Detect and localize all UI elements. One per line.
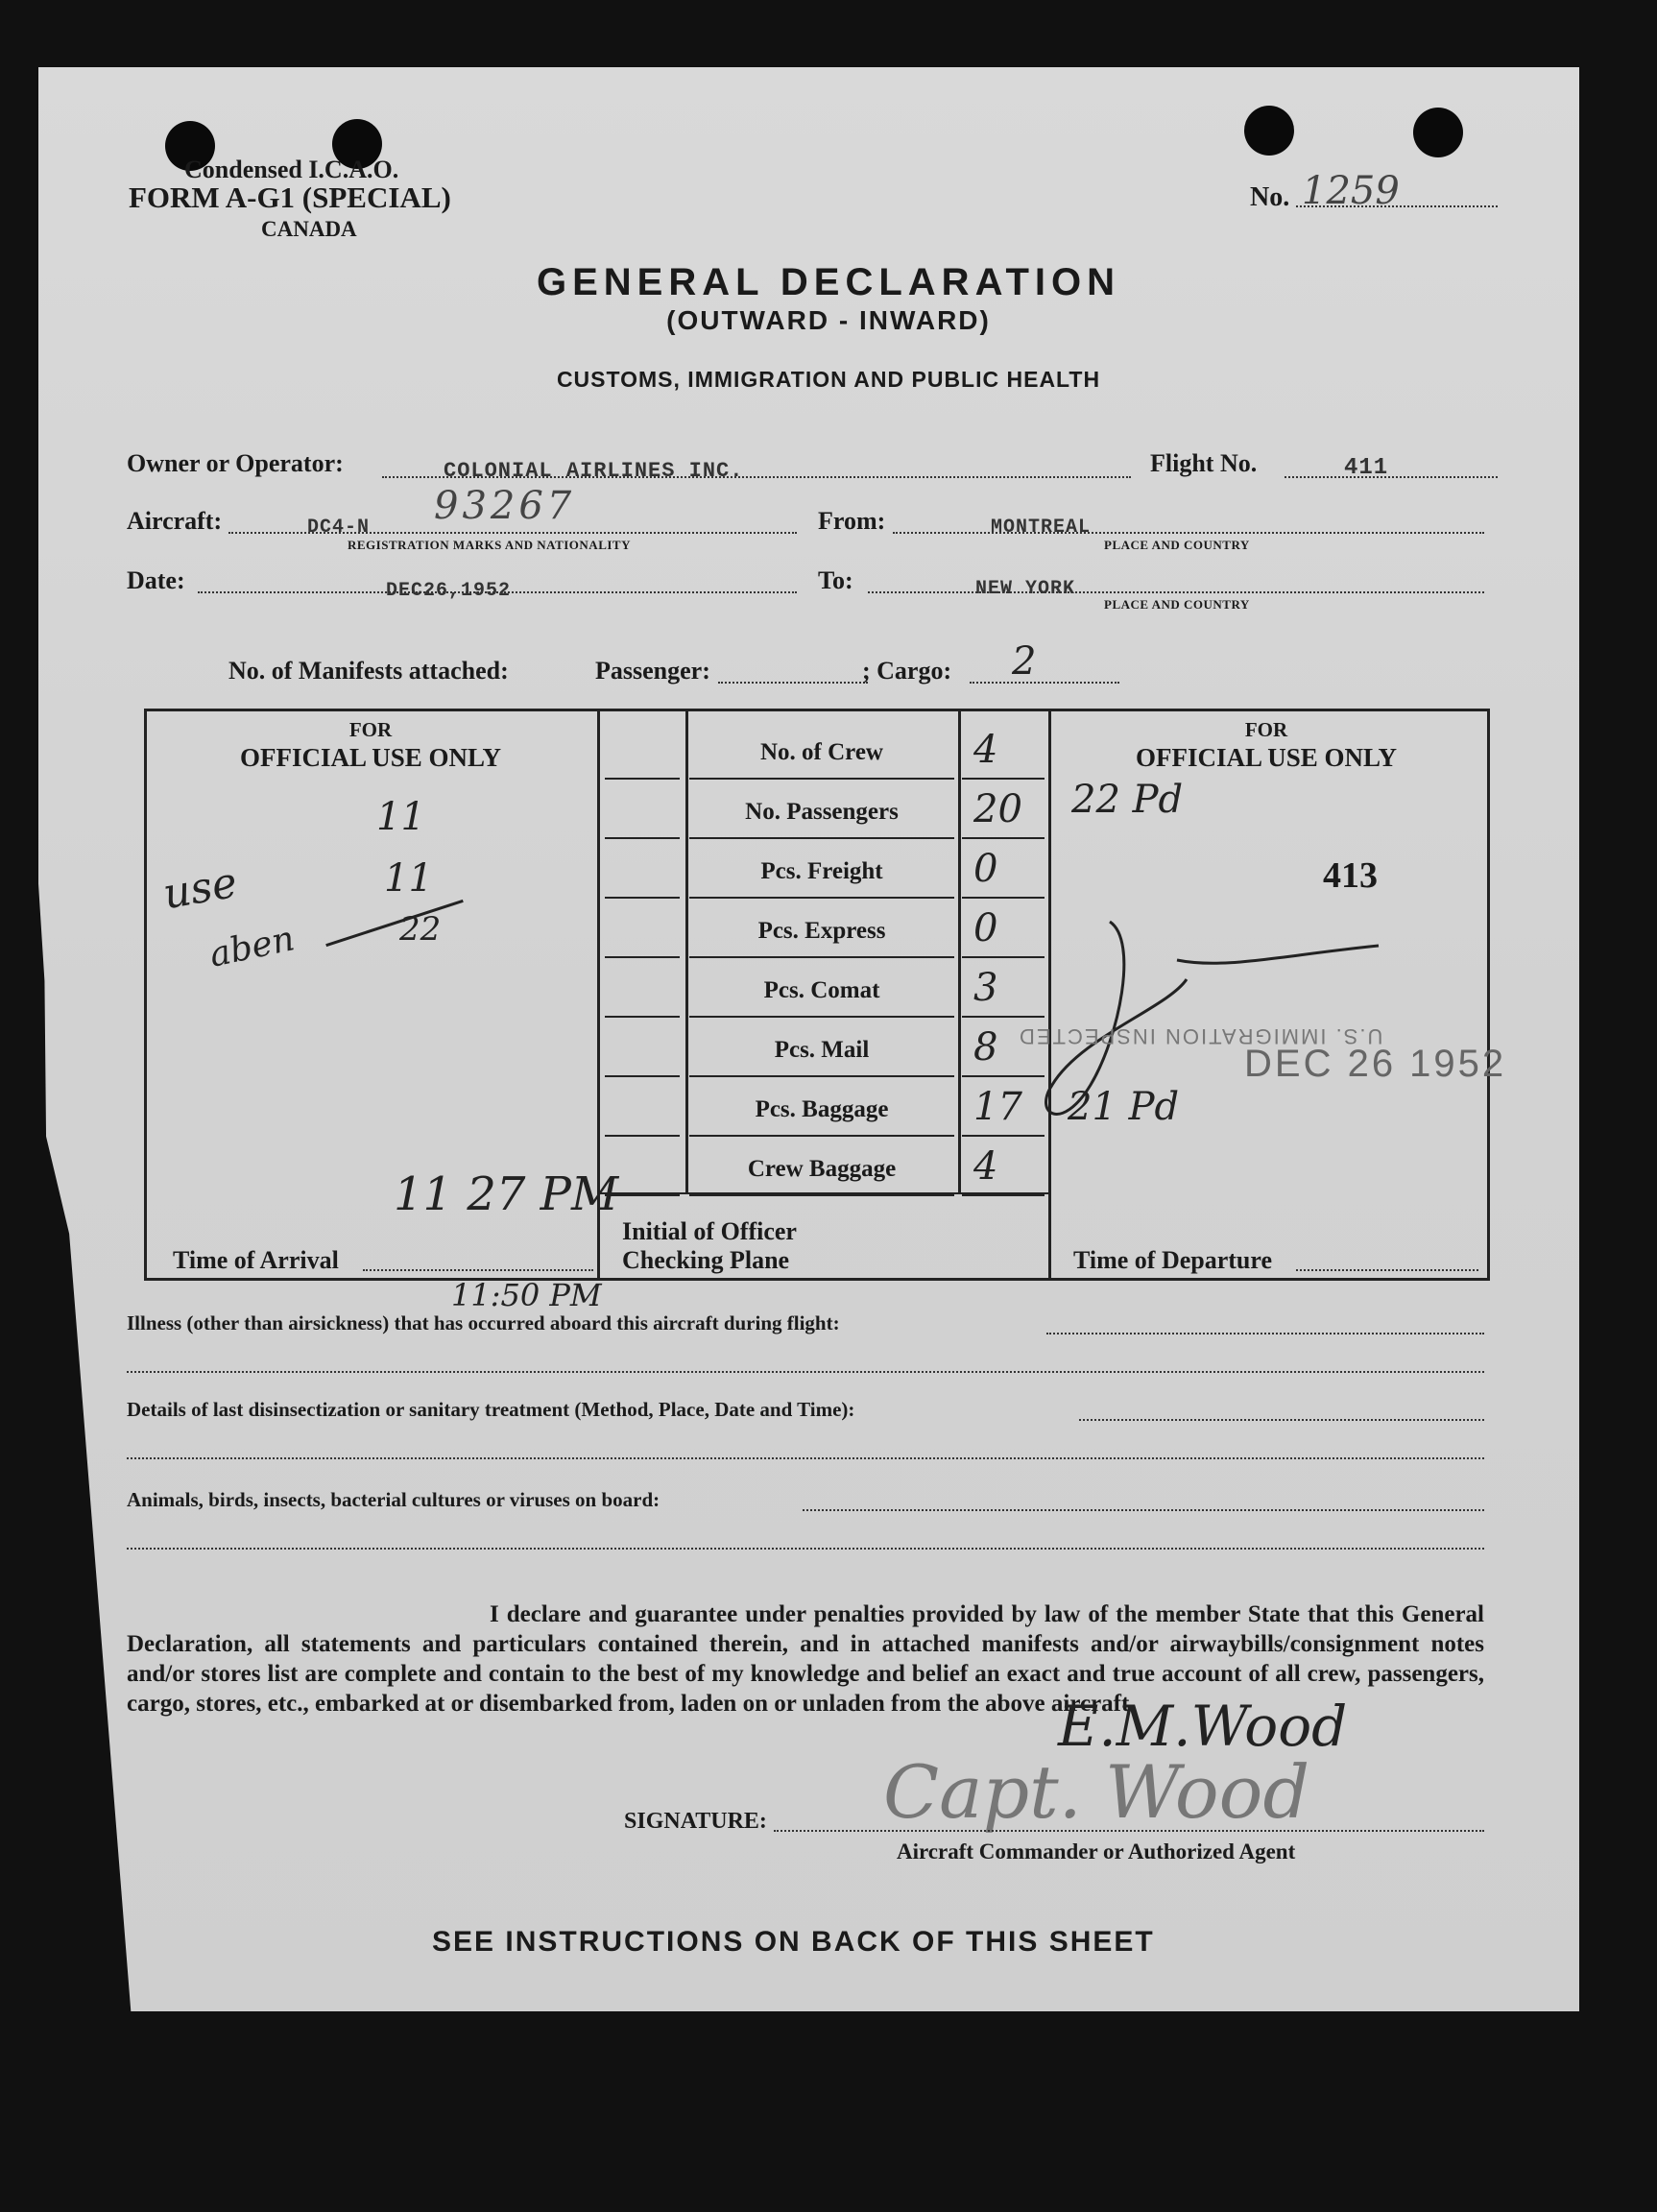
row-divider bbox=[689, 1075, 954, 1077]
manifest-row-label: Pcs. Express bbox=[757, 918, 886, 944]
aircraft-caption: REGISTRATION MARKS AND NATIONALITY bbox=[348, 538, 631, 552]
official-use-left-heading: OFFICIAL USE ONLY bbox=[239, 743, 502, 772]
date-label: Date: bbox=[127, 566, 185, 594]
form-line3: CANADA bbox=[261, 217, 357, 241]
manifest-row-value: 0 bbox=[973, 906, 998, 950]
manifest-row-value: 4 bbox=[973, 728, 998, 772]
cargo-manifest-value: 2 bbox=[1012, 639, 1037, 684]
punch-hole bbox=[1413, 108, 1463, 157]
document-number: 1259 bbox=[1302, 169, 1400, 213]
illness-handwritten: 11:50 PM bbox=[451, 1277, 602, 1313]
handwritten-passenger-note: 22 Pd bbox=[1071, 778, 1184, 822]
aircraft-registration-handwritten: 93267 bbox=[434, 484, 576, 528]
departure-label: Time of Departure bbox=[1073, 1246, 1272, 1274]
official-use-right-heading: OFFICIAL USE ONLY bbox=[1135, 743, 1398, 772]
flight-label: Flight No. bbox=[1150, 449, 1258, 477]
manifest-row-value: 17 bbox=[973, 1085, 1022, 1129]
to-label: To: bbox=[818, 566, 853, 594]
row-divider bbox=[962, 897, 1045, 899]
row-divider bbox=[605, 1016, 680, 1018]
row-divider bbox=[605, 778, 680, 780]
manifest-row-value: 20 bbox=[973, 787, 1022, 831]
row-divider bbox=[689, 778, 954, 780]
owner-label: Owner or Operator: bbox=[127, 449, 344, 477]
aircraft-label: Aircraft: bbox=[127, 507, 223, 535]
illness-label: Illness (other than airsickness) that has occurred aboard this aircraft during flight: bbox=[127, 1311, 840, 1334]
official-use-right-for: FOR bbox=[1244, 718, 1288, 741]
row-divider bbox=[605, 897, 680, 899]
signature-stamped: Capt. Wood bbox=[883, 1749, 1310, 1835]
handwritten-note-left: 11 bbox=[384, 856, 433, 901]
manifest-row-label: Pcs. Mail bbox=[774, 1037, 870, 1063]
manifest-row-label: Pcs. Comat bbox=[763, 977, 880, 1003]
number-label: No. bbox=[1250, 182, 1290, 212]
form-line1: Condensed I.C.A.O. bbox=[184, 156, 399, 183]
form-line2: FORM A-G1 (SPECIAL) bbox=[129, 180, 451, 214]
handwritten-note-left: use bbox=[159, 857, 241, 920]
manifest-row-value: 8 bbox=[973, 1025, 998, 1070]
right-number: 413 bbox=[1323, 855, 1378, 896]
immigration-stamp-date: DEC 26 1952 bbox=[1244, 1043, 1507, 1085]
from-caption: PLACE AND COUNTRY bbox=[1104, 538, 1250, 552]
initial-officer-label: Initial of Officer bbox=[622, 1217, 797, 1245]
row-divider bbox=[605, 956, 680, 958]
manifest-row-label: No. Passengers bbox=[745, 799, 899, 825]
passenger-manifest-label: Passenger: bbox=[595, 657, 710, 685]
cargo-manifest-label: ; Cargo: bbox=[862, 657, 952, 685]
row-divider bbox=[962, 837, 1045, 839]
checking-plane-label: Checking Plane bbox=[622, 1246, 790, 1274]
page-subtitle: (OUTWARD - INWARD) bbox=[666, 305, 991, 335]
handwritten-note-left: 22 bbox=[399, 910, 442, 949]
punch-hole bbox=[1244, 106, 1294, 156]
owner-value: COLONIAL AIRLINES INC. bbox=[444, 459, 744, 483]
handwritten-mail-note: 21 Pd bbox=[1068, 1085, 1180, 1129]
row-divider bbox=[689, 1194, 954, 1196]
from-label: From: bbox=[818, 507, 886, 535]
commander-caption: Aircraft Commander or Authorized Agent bbox=[897, 1839, 1296, 1863]
page-title: GENERAL DECLARATION bbox=[536, 261, 1121, 303]
row-divider bbox=[689, 897, 954, 899]
authority-heading: CUSTOMS, IMMIGRATION AND PUBLIC HEALTH bbox=[556, 367, 1101, 392]
disinsectization-label: Details of last disinsectization or sanitary treatment (Method, Place, Date and Time): bbox=[127, 1398, 855, 1421]
manifest-row-value: 0 bbox=[973, 847, 998, 891]
from-value: MONTREAL bbox=[991, 517, 1092, 539]
manifests-label: No. of Manifests attached: bbox=[228, 657, 509, 685]
animals-label: Animals, birds, insects, bacterial cultures or viruses on board: bbox=[127, 1488, 660, 1511]
row-divider bbox=[605, 1135, 680, 1137]
row-divider bbox=[689, 1135, 954, 1137]
row-divider bbox=[605, 1075, 680, 1077]
manifest-row-label: Crew Baggage bbox=[747, 1156, 897, 1182]
handwritten-note-left: 11 bbox=[376, 795, 425, 839]
row-divider bbox=[605, 837, 680, 839]
row-divider bbox=[962, 778, 1045, 780]
to-value: NEW YORK bbox=[975, 578, 1076, 600]
arrival-label: Time of Arrival bbox=[173, 1246, 339, 1274]
immigration-stamp-text: U.S. IMMIGRATION INSPECTED bbox=[1018, 1024, 1383, 1048]
flight-value: 411 bbox=[1344, 455, 1389, 481]
row-divider bbox=[689, 837, 954, 839]
declaration-text: I declare and guarantee under penalties provided by law of the member State that this General Declaration, all statements and particulars contained therein, and in attached manifests and/or airwaybills/consignment notes and/or stores list are complete and contain to the best of my knowledge and belief an exact and true account of all crew, passengers, cargo, stores, etc., embarked at or disembarked from, laden on or unladen from the above aircraft. bbox=[127, 1601, 1484, 1717]
row-divider bbox=[689, 1016, 954, 1018]
manifest-row-value: 3 bbox=[973, 966, 998, 1010]
date-value: DEC26,1952 bbox=[386, 580, 512, 602]
row-divider bbox=[689, 956, 954, 958]
signature-label: SIGNATURE: bbox=[624, 1809, 767, 1834]
handwritten-note-left: aben bbox=[205, 919, 299, 975]
aircraft-value: DC4-N bbox=[307, 517, 371, 539]
signature-handwritten: E.M.Wood bbox=[1058, 1694, 1348, 1759]
to-caption: PLACE AND COUNTRY bbox=[1104, 597, 1250, 612]
row-divider bbox=[962, 1194, 1045, 1196]
instructions-footer: SEE INSTRUCTIONS ON BACK OF THIS SHEET bbox=[432, 1926, 1155, 1958]
arrival-time-handwritten: 11 27 PM bbox=[394, 1167, 619, 1221]
manifest-row-value: 4 bbox=[973, 1144, 998, 1189]
official-use-left-for: FOR bbox=[348, 718, 393, 741]
manifest-row-label: Pcs. Freight bbox=[760, 858, 883, 884]
manifest-row-label: Pcs. Baggage bbox=[755, 1096, 889, 1122]
manifest-row-label: No. of Crew bbox=[760, 739, 883, 765]
